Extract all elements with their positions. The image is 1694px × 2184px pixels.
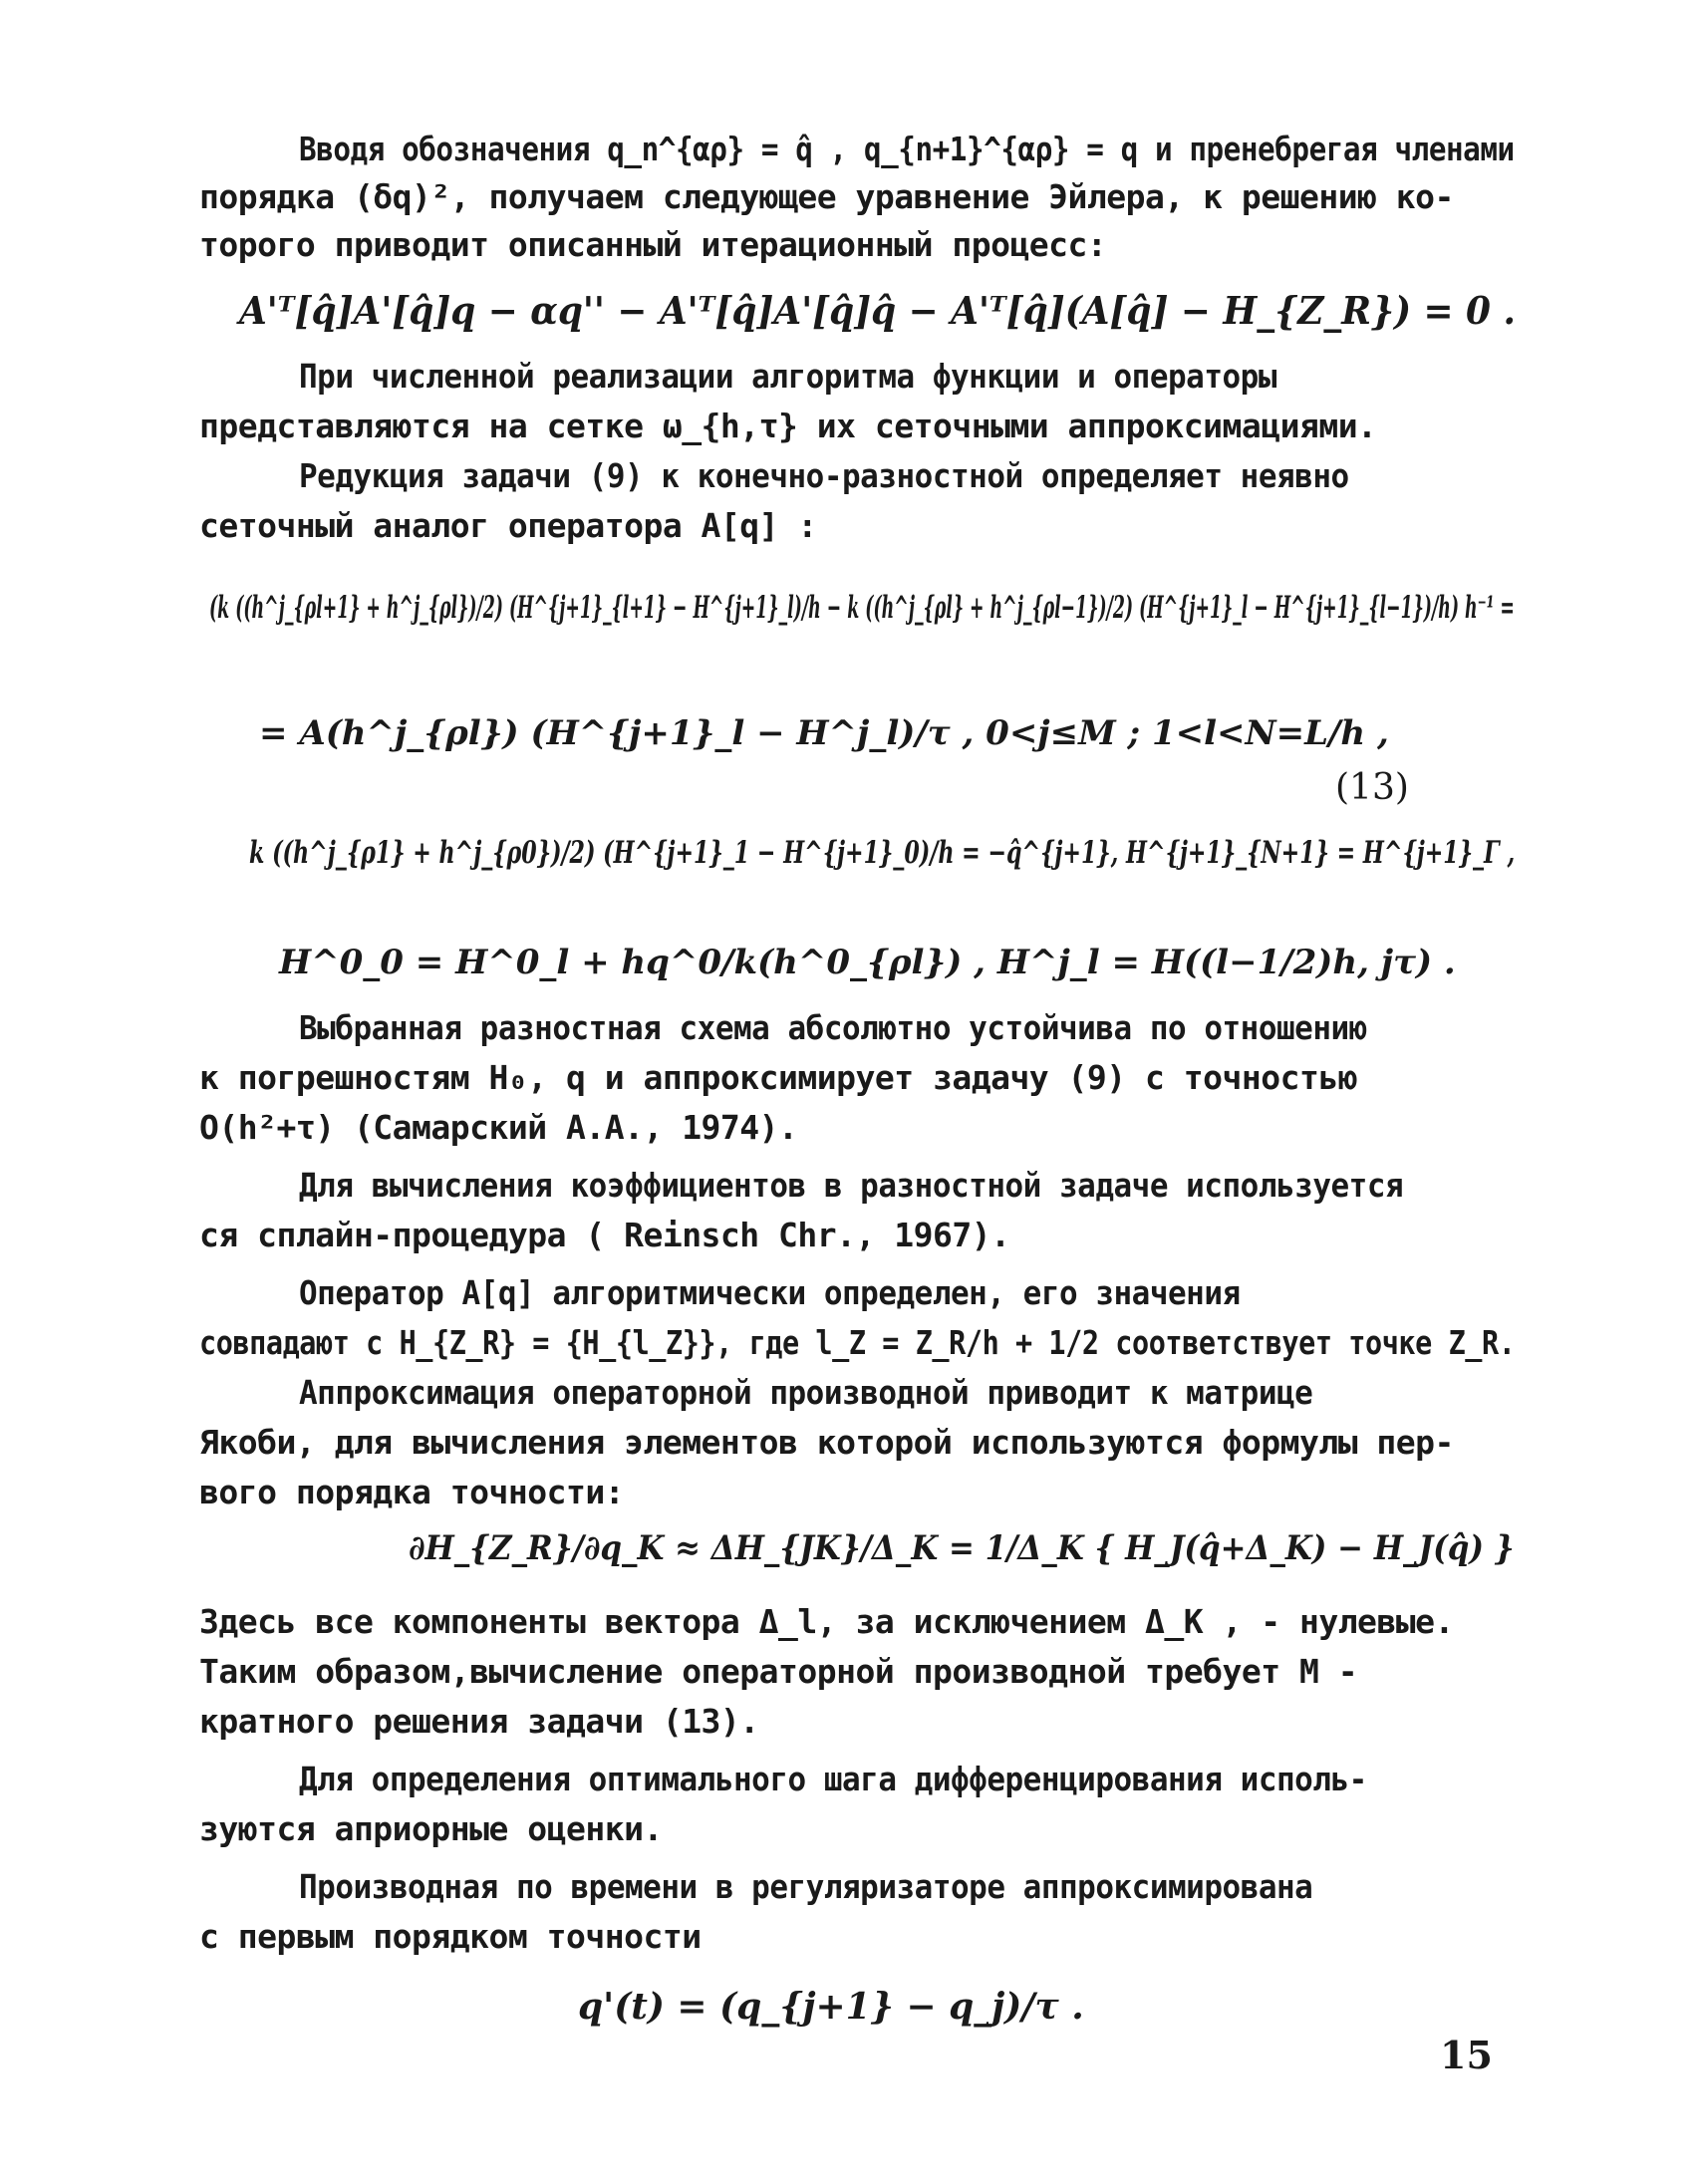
paragraph-line: с первым порядком точности (199, 1917, 702, 1956)
scheme-equation-line-3: k ((h^j_{ρ1} + h^j_{ρ0})/2) (H^{j+1}_1 − H^{j+1}_0)/h = −q̂^{j+1}, H^{j+1}_{N+1} = H^{j+1}_Γ , (249, 835, 1516, 871)
paragraph-line: вого порядка точности: (199, 1473, 625, 1511)
paragraph-line: представляются на сетке ω_{h,τ} их сеточными аппроксимациями. (199, 407, 1377, 445)
paragraph-line: Производная по времени в регуляризаторе аппроксимирована (299, 1867, 1313, 1906)
paragraph-line: порядка (δq)², получаем следующее уравнение Эйлера, к решению ко- (199, 177, 1454, 216)
paragraph-line: Для вычисления коэффициентов в разностной задаче используется (299, 1166, 1404, 1205)
paragraph-line: ся сплайн-процедура ( Reinsch Chr., 1967). (199, 1216, 1010, 1254)
paragraph-line: O(h²+τ) (Самарский А.А., 1974). (199, 1108, 798, 1147)
jacobi-equation: ∂H_{Z_R}/∂q_K ≈ ΔH_{JK}/Δ_K = 1/Δ_K { H_J(q̂+Δ_K) − H_J(q̂) } (409, 1528, 1515, 1568)
equation-number: (13) (1335, 767, 1409, 808)
paragraph-line: Оператор A[q] алгоритмически определен, его значения (299, 1273, 1241, 1312)
paragraph-line: При численной реализации алгоритма функции и операторы (299, 357, 1277, 396)
derivative-equation: q'(t) = (q_{j+1} − q_j)/τ . (578, 1986, 1084, 2028)
scheme-equation-line-4: H^0_0 = H^0_l + hq^0/k(h^0_{ρl}) , H^j_l = H((l−1/2)h, jτ) . (279, 943, 1456, 982)
paragraph-line: Якоби, для вычисления элементов которой используются формулы пер- (199, 1423, 1454, 1462)
paragraph-line: Редукция задачи (9) к конечно-разностной определяет неявно (299, 456, 1349, 495)
paragraph-line: торого приводит описанный итерационный процесс: (199, 225, 1107, 264)
scheme-equation-line-1: (k ((h^j_{ρl+1} + h^j_{ρl})/2) (H^{j+1}_{l+1} − H^{j+1}_l)/h − k ((h^j_{ρl} + h^j_{ρl−1})/2) (H^{j+1}_l − H^{j+1}_{l−1})/h) h⁻¹ = (209, 590, 1515, 626)
page-number: 15 (1440, 2033, 1493, 2077)
paragraph-line: совпадают с H_{Z_R} = {H_{l_Z}}, где l_Z = Z_R/h + 1/2 соответствует точке Z_R. (199, 1323, 1516, 1362)
paragraph-line: зуются априорные оценки. (199, 1809, 663, 1848)
paragraph-line: Аппроксимация операторной производной приводит к матрице (299, 1373, 1313, 1412)
euler-equation: A'ᵀ[q̂]A'[q̂]q − αq'' − A'ᵀ[q̂]A'[q̂]q̂ − A'ᵀ[q̂](A[q̂] − H_{Z_R}) = 0 . (239, 288, 1516, 333)
scheme-equation-line-2: = A(h^j_{ρl}) (H^{j+1}_l − H^j_l)/τ , 0<j≤M ; 1<l<N=L/h , (259, 713, 1389, 753)
paragraph-line: Для определения оптимального шага дифференцирования исполь- (299, 1760, 1367, 1798)
paragraph-line: кратного решения задачи (13). (199, 1702, 759, 1741)
paragraph-line: к погрешностям H₀, q и аппроксимирует задачу (9) с точностью (199, 1058, 1358, 1097)
paragraph-line: Выбранная разностная схема абсолютно устойчива по отношению (299, 1008, 1367, 1047)
paragraph-line: сеточный аналог оператора A[q] : (199, 506, 817, 545)
paragraph-line: Здесь все компоненты вектора Δ_l, за исключением Δ_K , - нулевые. (199, 1602, 1454, 1641)
paragraph-line: Таким образом,вычисление операторной производной требует M - (199, 1652, 1358, 1691)
paragraph-line: Вводя обозначения q_n^{αρ} = q̂ , q_{n+1}^{αρ} = q и пренебрегая членами (299, 130, 1515, 168)
